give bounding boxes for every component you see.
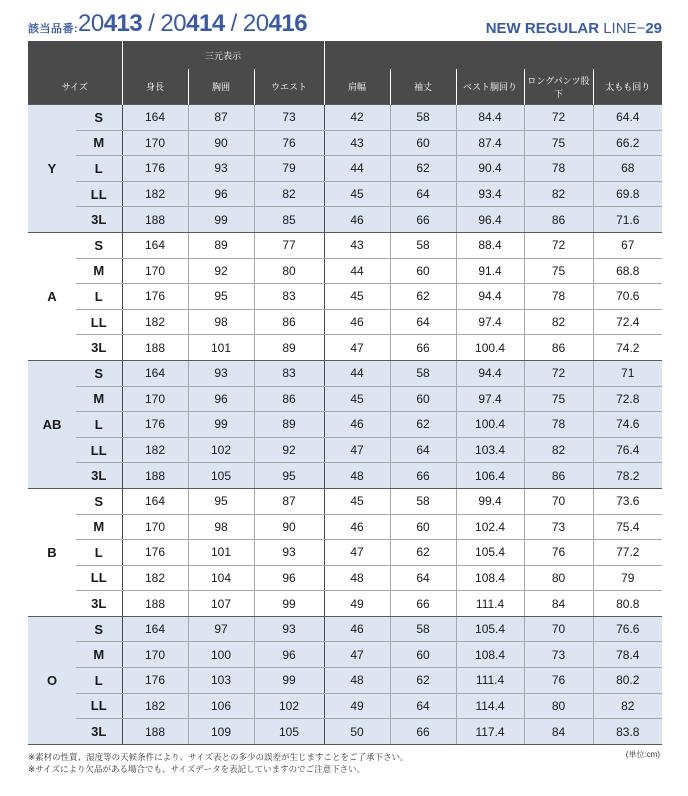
size-group: [28, 105, 662, 233]
column-header: ロングパンツ股下: [524, 69, 593, 105]
table-cell: 93: [188, 156, 254, 182]
size-label: 3L: [76, 463, 122, 489]
table-cell: 176: [122, 668, 188, 694]
table-cell: 99: [254, 668, 324, 694]
size-label: L: [76, 156, 122, 182]
table-cell: 93: [188, 360, 254, 386]
table-cell: 44: [324, 156, 390, 182]
table-cell: 47: [324, 642, 390, 668]
size-label: L: [76, 284, 122, 310]
table-cell: 46: [324, 207, 390, 233]
table-row: [28, 540, 662, 566]
table-cell: 188: [122, 335, 188, 361]
table-cell: 74.2: [593, 335, 662, 361]
table-cell: 100.4: [456, 335, 524, 361]
table-row: [28, 463, 662, 489]
table-cell: 111.4: [456, 591, 524, 617]
size-label: L: [76, 668, 122, 694]
table-cell: 182: [122, 181, 188, 207]
table-cell: 69.8: [593, 181, 662, 207]
table-cell: 64: [390, 181, 456, 207]
table-cell: 170: [122, 130, 188, 156]
table-cell: 44: [324, 360, 390, 386]
table-cell: 43: [324, 130, 390, 156]
table-cell: 70: [524, 616, 593, 642]
table-cell: 96: [188, 386, 254, 412]
table-cell: 66: [390, 591, 456, 617]
table-row: [28, 591, 662, 617]
product-code-suffix: 413: [103, 10, 143, 37]
table-cell: 64: [390, 693, 456, 719]
table-cell: 49: [324, 693, 390, 719]
table-cell: 73: [524, 514, 593, 540]
table-cell: 80.2: [593, 668, 662, 694]
table-cell: 83: [254, 360, 324, 386]
size-label: S: [76, 488, 122, 514]
table-cell: 73: [524, 642, 593, 668]
table-cell: 62: [390, 412, 456, 438]
product-code-prefix: 20: [242, 10, 269, 37]
size-label: M: [76, 386, 122, 412]
line-number: 29: [645, 20, 662, 37]
table-cell: 50: [324, 719, 390, 745]
body-type-label: B: [28, 488, 76, 616]
body-type-label: AB: [28, 360, 76, 488]
table-row: [28, 335, 662, 361]
table-cell: 82: [524, 309, 593, 335]
table-cell: 79: [254, 156, 324, 182]
table-cell: 73: [254, 105, 324, 131]
table-cell: 106: [188, 693, 254, 719]
table-row: [28, 181, 662, 207]
product-code-suffix: 414: [186, 10, 225, 37]
table-cell: 80: [524, 693, 593, 719]
table-cell: 90.4: [456, 156, 524, 182]
table-cell: 48: [324, 565, 390, 591]
table-cell: 64: [390, 437, 456, 463]
column-header: 袖丈: [390, 69, 456, 105]
table-cell: 91.4: [456, 258, 524, 284]
table-cell: 46: [324, 309, 390, 335]
size-label: M: [76, 130, 122, 156]
footer-note: ※素材の性質、湿度等の天候条件により、サイズ表との多少の誤差が生じますことをご了承下さい。: [28, 752, 409, 762]
table-cell: 44: [324, 258, 390, 284]
table-cell: 94.4: [456, 284, 524, 310]
table-cell: 83: [254, 284, 324, 310]
table-cell: 66: [390, 207, 456, 233]
table-cell: 96: [254, 565, 324, 591]
table-row: [28, 156, 662, 182]
size-label: M: [76, 258, 122, 284]
code-separator: /: [230, 10, 237, 37]
table-cell: 102: [188, 437, 254, 463]
table-cell: 85: [254, 207, 324, 233]
table-cell: 164: [122, 232, 188, 258]
table-row: [28, 360, 662, 386]
size-label: LL: [76, 437, 122, 463]
table-row: [28, 437, 662, 463]
table-cell: 97.4: [456, 386, 524, 412]
table-cell: 58: [390, 616, 456, 642]
table-cell: 86: [524, 335, 593, 361]
product-code-suffix: 416: [268, 10, 308, 37]
table-cell: 117.4: [456, 719, 524, 745]
body-type-label: A: [28, 232, 76, 360]
table-cell: 74.6: [593, 412, 662, 438]
table-cell: 89: [188, 232, 254, 258]
column-header: 胸囲: [188, 69, 254, 105]
table-cell: 105.4: [456, 616, 524, 642]
table-cell: 182: [122, 437, 188, 463]
size-group: [28, 232, 662, 360]
table-cell: 47: [324, 540, 390, 566]
table-cell: 62: [390, 668, 456, 694]
table-row: [28, 693, 662, 719]
table-cell: 72.8: [593, 386, 662, 412]
header-blank: [324, 41, 662, 69]
table-row: [28, 207, 662, 233]
table-cell: 82: [524, 181, 593, 207]
table-cell: 72: [524, 360, 593, 386]
table-cell: 95: [188, 284, 254, 310]
table-cell: 64.4: [593, 105, 662, 131]
table-cell: 78.2: [593, 463, 662, 489]
table-cell: 97.4: [456, 309, 524, 335]
table-header: [28, 41, 662, 105]
table-cell: 71.6: [593, 207, 662, 233]
table-cell: 99: [254, 591, 324, 617]
table-cell: 103: [188, 668, 254, 694]
table-cell: 76: [524, 668, 593, 694]
table-cell: 170: [122, 514, 188, 540]
table-cell: 170: [122, 642, 188, 668]
table-cell: 78: [524, 412, 593, 438]
table-cell: 83.8: [593, 719, 662, 745]
size-label: M: [76, 514, 122, 540]
code-separator: /: [148, 10, 155, 37]
body-type-label: Y: [28, 105, 76, 233]
table-cell: 70.6: [593, 284, 662, 310]
unit-note: (単位:cm): [625, 750, 660, 759]
table-cell: 78.4: [593, 642, 662, 668]
table-cell: 87: [254, 488, 324, 514]
table-cell: 107: [188, 591, 254, 617]
table-cell: 72.4: [593, 309, 662, 335]
table-row: [28, 719, 662, 745]
table-cell: 66: [390, 335, 456, 361]
table-cell: 170: [122, 386, 188, 412]
table-cell: 176: [122, 540, 188, 566]
table-cell: 76.4: [593, 437, 662, 463]
table-cell: 164: [122, 616, 188, 642]
size-label: LL: [76, 181, 122, 207]
page-header: [28, 8, 662, 38]
table-cell: 67: [593, 232, 662, 258]
table-cell: 76: [524, 540, 593, 566]
table-cell: 98: [188, 309, 254, 335]
table-cell: 182: [122, 693, 188, 719]
table-cell: 101: [188, 540, 254, 566]
table-cell: 90: [254, 514, 324, 540]
table-cell: 114.4: [456, 693, 524, 719]
table-cell: 111.4: [456, 668, 524, 694]
size-label: 3L: [76, 719, 122, 745]
table-cell: 96.4: [456, 207, 524, 233]
column-header: 太もも回り: [593, 69, 662, 105]
product-code-prefix: 20: [160, 10, 187, 37]
table-cell: 66: [390, 463, 456, 489]
column-header: ウエスト: [254, 69, 324, 105]
table-cell: 87: [188, 105, 254, 131]
size-label: 3L: [76, 207, 122, 233]
table-cell: 104: [188, 565, 254, 591]
table-cell: 72: [524, 105, 593, 131]
header-blank: [28, 41, 122, 69]
footer-notes: [28, 751, 662, 775]
table-cell: 46: [324, 412, 390, 438]
table-cell: 78: [524, 284, 593, 310]
table-row: [28, 232, 662, 258]
table-cell: 98: [188, 514, 254, 540]
table-cell: 60: [390, 642, 456, 668]
table-row: [28, 105, 662, 131]
table-cell: 75: [524, 386, 593, 412]
column-header: 身長: [122, 69, 188, 105]
table-cell: 77: [254, 232, 324, 258]
table-row: [28, 668, 662, 694]
size-label: S: [76, 616, 122, 642]
size-label: 3L: [76, 335, 122, 361]
table-cell: 109: [188, 719, 254, 745]
table-cell: 79: [593, 565, 662, 591]
size-label: S: [76, 232, 122, 258]
table-cell: 45: [324, 181, 390, 207]
table-cell: 75: [524, 130, 593, 156]
table-row: [28, 258, 662, 284]
table-cell: 66.2: [593, 130, 662, 156]
table-cell: 49: [324, 591, 390, 617]
table-cell: 164: [122, 488, 188, 514]
table-cell: 102: [254, 693, 324, 719]
table-cell: 93.4: [456, 181, 524, 207]
table-cell: 58: [390, 488, 456, 514]
product-code-prefix: 20: [78, 10, 104, 37]
size-label: LL: [76, 309, 122, 335]
table-cell: 62: [390, 540, 456, 566]
table-cell: 176: [122, 412, 188, 438]
table-cell: 76: [254, 130, 324, 156]
size-group: [28, 488, 662, 616]
table-row: [28, 488, 662, 514]
table-cell: 46: [324, 616, 390, 642]
table-cell: 71: [593, 360, 662, 386]
table-cell: 105.4: [456, 540, 524, 566]
table-cell: 92: [188, 258, 254, 284]
group-header: 三元表示: [122, 41, 324, 69]
table-cell: 45: [324, 284, 390, 310]
table-row: [28, 616, 662, 642]
table-cell: 77.2: [593, 540, 662, 566]
table-row: [28, 309, 662, 335]
size-label: L: [76, 540, 122, 566]
table-cell: 75: [524, 258, 593, 284]
table-cell: 89: [254, 335, 324, 361]
size-label: S: [76, 105, 122, 131]
table-cell: 92: [254, 437, 324, 463]
table-cell: 188: [122, 719, 188, 745]
table-cell: 188: [122, 463, 188, 489]
table-cell: 100: [188, 642, 254, 668]
table-cell: 82: [254, 181, 324, 207]
table-cell: 164: [122, 105, 188, 131]
table-cell: 105: [254, 719, 324, 745]
table-cell: 58: [390, 360, 456, 386]
table-cell: 80: [524, 565, 593, 591]
table-cell: 108.4: [456, 565, 524, 591]
table-cell: 58: [390, 105, 456, 131]
table-row: [28, 412, 662, 438]
table-cell: 93: [254, 616, 324, 642]
table-cell: 58: [390, 232, 456, 258]
table-cell: 105: [188, 463, 254, 489]
table-cell: 60: [390, 514, 456, 540]
table-cell: 64: [390, 309, 456, 335]
table-cell: 99: [188, 412, 254, 438]
table-cell: 84: [524, 591, 593, 617]
table-cell: 99.4: [456, 488, 524, 514]
table-cell: 95: [254, 463, 324, 489]
table-row: [28, 565, 662, 591]
table-cell: 164: [122, 360, 188, 386]
table-cell: 94.4: [456, 360, 524, 386]
product-codes: [78, 10, 307, 38]
table-cell: 68.8: [593, 258, 662, 284]
table-cell: 47: [324, 437, 390, 463]
table-cell: 42: [324, 105, 390, 131]
size-label: LL: [76, 565, 122, 591]
table-row: [28, 514, 662, 540]
table-cell: 68: [593, 156, 662, 182]
line-label: LINE−: [599, 20, 646, 37]
table-cell: 87.4: [456, 130, 524, 156]
table-cell: 99: [188, 207, 254, 233]
size-group: [28, 360, 662, 488]
table-row: [28, 386, 662, 412]
table-cell: 95: [188, 488, 254, 514]
table-cell: 106.4: [456, 463, 524, 489]
table-cell: 75.4: [593, 514, 662, 540]
table-cell: 62: [390, 156, 456, 182]
table-cell: 176: [122, 284, 188, 310]
size-label: LL: [76, 693, 122, 719]
table-cell: 97: [188, 616, 254, 642]
footer-note: ※サイズにより欠品がある場合でも、サイズデータを表記していますのでご注意下さい。: [28, 764, 366, 774]
table-cell: 96: [254, 642, 324, 668]
table-cell: 176: [122, 156, 188, 182]
table-cell: 76.6: [593, 616, 662, 642]
table-cell: 43: [324, 232, 390, 258]
table-row: [28, 642, 662, 668]
table-cell: 101: [188, 335, 254, 361]
column-header: 肩幅: [324, 69, 390, 105]
table-cell: 86: [254, 309, 324, 335]
table-cell: 86: [254, 386, 324, 412]
size-table: [28, 41, 662, 745]
table-cell: 60: [390, 130, 456, 156]
table-cell: 90: [188, 130, 254, 156]
table-cell: 89: [254, 412, 324, 438]
table-cell: 64: [390, 565, 456, 591]
table-cell: 80: [254, 258, 324, 284]
body-type-label: O: [28, 616, 76, 744]
table-cell: 82: [593, 693, 662, 719]
table-cell: 46: [324, 514, 390, 540]
table-cell: 86: [524, 207, 593, 233]
line-name: NEW REGULAR: [485, 20, 600, 37]
table-cell: 102.4: [456, 514, 524, 540]
table-cell: 73.6: [593, 488, 662, 514]
table-row: [28, 284, 662, 310]
product-code-label: 該当品番:: [28, 23, 79, 35]
table-cell: 60: [390, 258, 456, 284]
table-cell: 82: [524, 437, 593, 463]
table-cell: 78: [524, 156, 593, 182]
table-cell: 182: [122, 309, 188, 335]
table-cell: 188: [122, 591, 188, 617]
table-cell: 103.4: [456, 437, 524, 463]
table-cell: 62: [390, 284, 456, 310]
size-label: L: [76, 412, 122, 438]
table-cell: 108.4: [456, 642, 524, 668]
size-label: S: [76, 360, 122, 386]
size-label: 3L: [76, 591, 122, 617]
table-cell: 188: [122, 207, 188, 233]
table-cell: 80.8: [593, 591, 662, 617]
size-header: サイズ: [28, 69, 122, 105]
product-line-title: [486, 20, 662, 37]
column-header: ベスト胴回り: [456, 69, 524, 105]
table-cell: 48: [324, 668, 390, 694]
table-cell: 45: [324, 386, 390, 412]
table-cell: 84.4: [456, 105, 524, 131]
table-cell: 86: [524, 463, 593, 489]
table-cell: 60: [390, 386, 456, 412]
table-cell: 88.4: [456, 232, 524, 258]
table-cell: 66: [390, 719, 456, 745]
table-row: [28, 130, 662, 156]
table-cell: 96: [188, 181, 254, 207]
table-cell: 70: [524, 488, 593, 514]
table-cell: 182: [122, 565, 188, 591]
table-cell: 48: [324, 463, 390, 489]
table-cell: 72: [524, 232, 593, 258]
table-cell: 93: [254, 540, 324, 566]
table-cell: 84: [524, 719, 593, 745]
size-label: M: [76, 642, 122, 668]
size-group: [28, 616, 662, 744]
table-cell: 170: [122, 258, 188, 284]
table-cell: 47: [324, 335, 390, 361]
table-cell: 100.4: [456, 412, 524, 438]
table-cell: 45: [324, 488, 390, 514]
